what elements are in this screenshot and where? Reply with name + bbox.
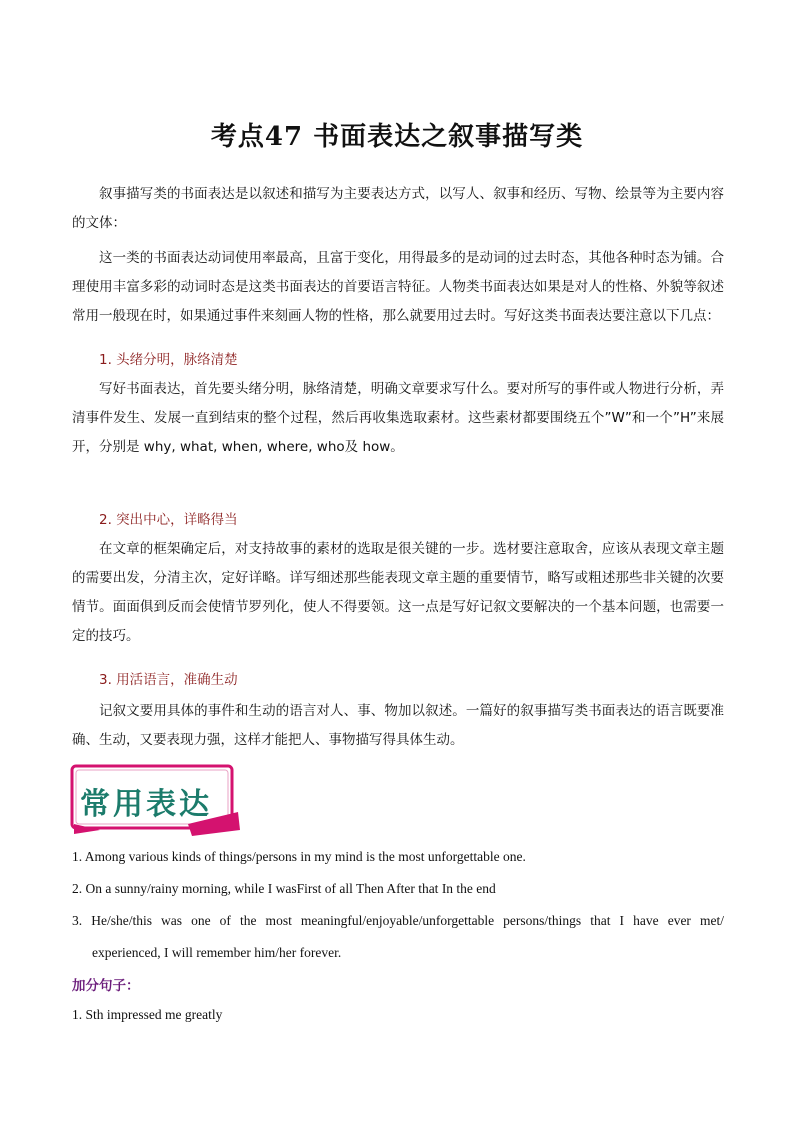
expression-3: 3. He/she/this was one of the most meaningful/enjoyable/unforgettable persons/things that I have ever met/ (72, 913, 724, 928)
bonus-heading: 加分句子： (72, 978, 140, 994)
intro-paragraph: 叙事描写类的书面表达是以叙述和描写为主要表达方式，以写人、叙事和经历、写物、绘景等为主要内容的文体： (72, 186, 724, 231)
bonus-item-1: 1. Sth impressed me greatly (72, 1007, 223, 1022)
section-body-2: 在文章的框架确定后，对支持故事的素材的选取是很关键的一步。选材要注意取舍，应该从表现文章主题的需要出发，分清主次，定好详略。详写细述那些能表现文章主题的重要情节，略写或粗述那些非关键的次要情节。面面俱到反而会使情节罗列化，使人不得要领。这一点是写好记叙文要解决的一个基本问题，也需要一定的技巧。 (72, 541, 724, 644)
expression-3-continued: experienced, I will remember him/her forever. (92, 945, 342, 960)
section-body-3: 记叙文要用具体的事件和生动的语言对人、事、物加以叙述。一篇好的叙事描写类书面表达的语言既要准确、生动，又要表现力强，这样才能把人、事物描写得具体生动。 (72, 703, 724, 748)
grammar-paragraph: 这一类的书面表达动词使用率最高，且富于变化，用得最多的是动词的过去时态，其他各种时态为铺。合理使用丰富多彩的动词时态是这类书面表达的首要语言特征。人物类书面表达如果是对人的性格、外貌等叙述常用一般现在时，如果通过事件来刻画人物的性格，那么就要用过去时。写好这类书面表达要注意以下几点： (72, 250, 724, 324)
badge-label: 常用表达 (80, 787, 212, 822)
expression-2: 2. On a sunny/rainy morning, while I wasFirst of all Then After that In the end (72, 881, 496, 896)
expression-1: 1. Among various kinds of things/persons in my mind is the most unforgettable one. (72, 849, 526, 864)
section-heading-2: 2. 突出中心，详略得当 (99, 512, 238, 528)
page-title: 考点47 书面表达之叙事描写类 (210, 122, 584, 152)
section-heading-3: 3. 用活语言，准确生动 (99, 672, 238, 688)
section-heading-1: 1. 头绪分明，脉络清楚 (99, 352, 238, 368)
section-body-1: 写好书面表达，首先要头绪分明，脉络清楚，明确文章要求写什么。要对所写的事件或人物进行分析，弄清事件发生、发展一直到结束的整个过程，然后再收集选取素材。这些素材都要围绕五个”W”和一个”H”来展开，分别是 why, what, when, where, who及 how。 (72, 381, 724, 455)
